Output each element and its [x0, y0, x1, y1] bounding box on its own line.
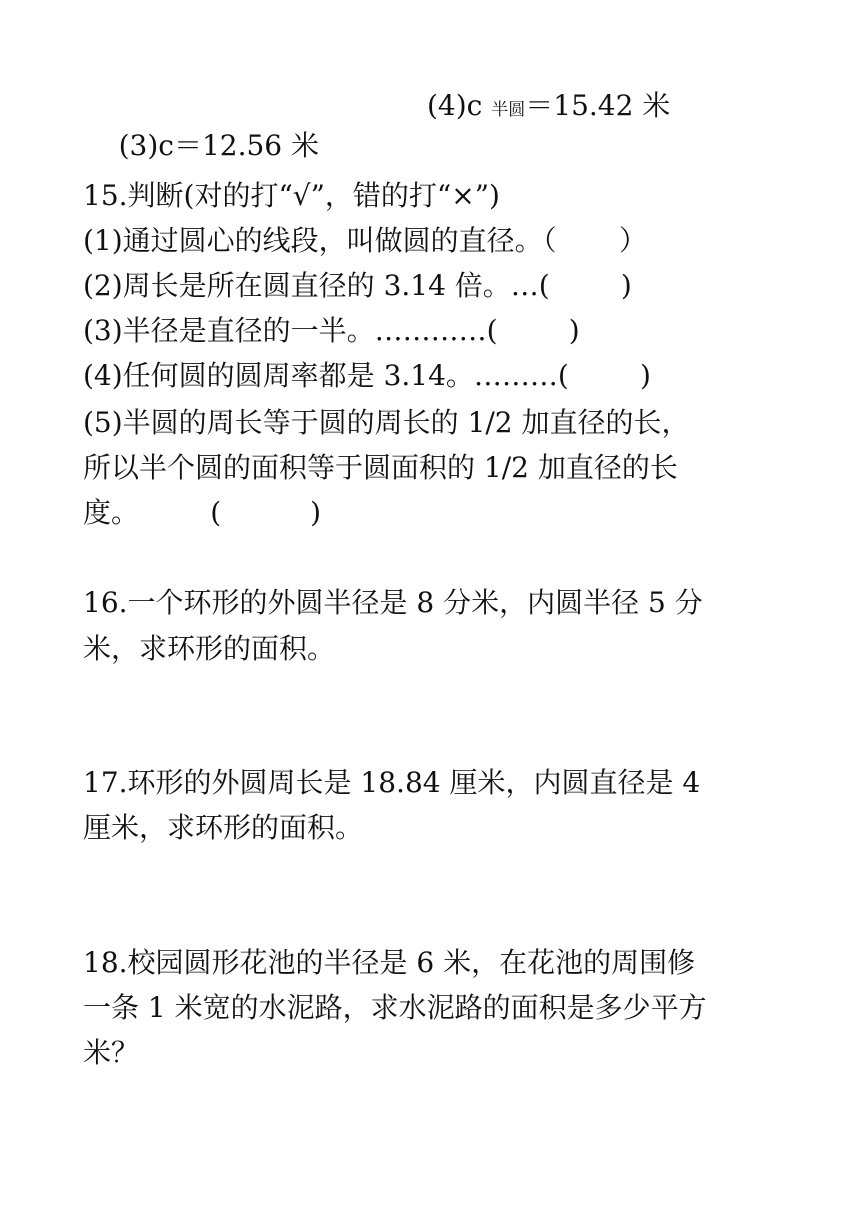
q14-item-3: (3)c＝12.56 米	[118, 129, 320, 162]
q18-line-3: 米？	[83, 1036, 140, 1069]
q18-line-2: 一条 1 米宽的水泥路，求水泥路的面积是多少平方	[83, 991, 707, 1024]
q15-item-5-line-3: 度。 ( )	[83, 496, 322, 529]
q17-line-2: 厘米，求环形的面积。	[83, 811, 364, 844]
q14-answer-row	[83, 86, 671, 162]
q15-item-4: (4)任何圆的圆周率都是 3.14。………( )	[83, 359, 651, 392]
q15-item-1: (1)通过圆心的线段，叫做圆的直径。（ ）	[83, 224, 647, 257]
q16-line-1: 16.一个环形的外圆半径是 8 分米，内圆半径 5 分	[83, 586, 703, 619]
q16-line-2: 米，求环形的面积。	[83, 632, 336, 665]
q14-item-4	[427, 86, 670, 130]
q15-item-2: (2)周长是所在圆直径的 3.14 倍。…( )	[83, 269, 632, 302]
q17-line-1: 17.环形的外圆周长是 18.84 厘米，内圆直径是 4	[83, 766, 701, 799]
q18-line-1: 18.校园圆形花池的半径是 6 米，在花池的周围修	[83, 946, 696, 979]
q15-title: 15.判断(对的打“√”，错的打“×”)	[83, 179, 500, 212]
q15-item-5-line-1: (5)半圆的周长等于圆的周长的 1/2 加直径的长，	[83, 406, 690, 439]
q14-item-4-subscript: 半圆	[491, 100, 526, 120]
q15-item-5-line-2: 所以半个圆的面积等于圆面积的 1/2 加直径的长	[83, 451, 678, 484]
q15-item-3: (3)半径是直径的一半。…………( )	[83, 314, 580, 347]
q14-item-4-suffix: ＝15.42 米	[525, 89, 671, 122]
q14-item-4-prefix: (4)c	[427, 89, 492, 122]
